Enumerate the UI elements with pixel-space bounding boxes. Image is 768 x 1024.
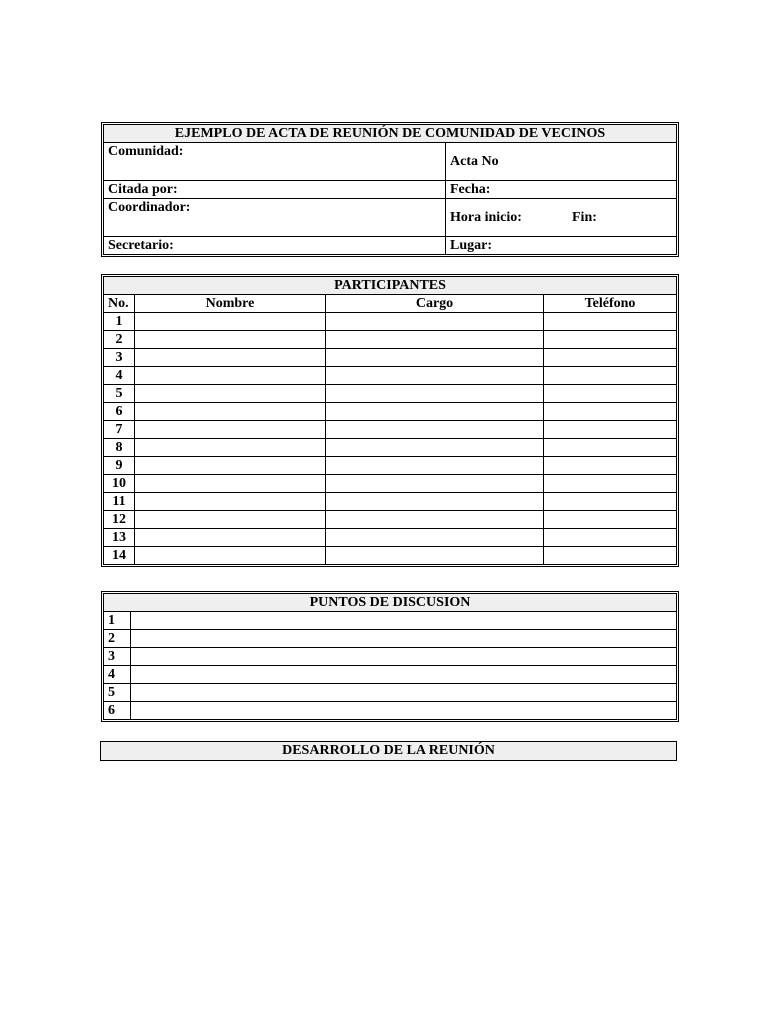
- participant-nombre-cell[interactable]: [135, 421, 326, 439]
- citada-por-field[interactable]: Citada por:: [104, 181, 446, 199]
- participant-telefono-cell[interactable]: [544, 313, 677, 331]
- participant-cargo-cell[interactable]: [326, 511, 544, 529]
- participant-nombre-cell[interactable]: [135, 529, 326, 547]
- discussion-row: [104, 684, 677, 702]
- participant-nombre-cell[interactable]: [135, 313, 326, 331]
- participants-table: [103, 276, 677, 565]
- participant-telefono-cell[interactable]: [544, 511, 677, 529]
- participant-telefono-cell[interactable]: [544, 421, 677, 439]
- column-header-no: No.: [104, 295, 135, 313]
- participant-telefono-cell[interactable]: [544, 367, 677, 385]
- fecha-field[interactable]: Fecha:: [446, 181, 677, 199]
- discussion-text-cell[interactable]: [131, 684, 677, 702]
- discussion-number: 3: [104, 648, 131, 666]
- secretario-field[interactable]: Secretario:: [104, 237, 446, 255]
- participant-cargo-cell[interactable]: [326, 475, 544, 493]
- participant-number: 10: [104, 475, 135, 493]
- participant-telefono-cell[interactable]: [544, 475, 677, 493]
- participant-row: [104, 367, 677, 385]
- discussion-row: [104, 702, 677, 720]
- participant-number: 8: [104, 439, 135, 457]
- discussion-row: [104, 666, 677, 684]
- column-header-telefono: Teléfono: [544, 295, 677, 313]
- discussion-number: 4: [104, 666, 131, 684]
- participant-number: 6: [104, 403, 135, 421]
- participant-nombre-cell[interactable]: [135, 511, 326, 529]
- participant-telefono-cell[interactable]: [544, 349, 677, 367]
- participant-cargo-cell[interactable]: [326, 313, 544, 331]
- participant-number: 5: [104, 385, 135, 403]
- participants-header-row: [104, 295, 677, 313]
- participant-row: [104, 403, 677, 421]
- participants-title: PARTICIPANTES: [104, 277, 677, 295]
- discussion-row: [104, 630, 677, 648]
- participant-telefono-cell[interactable]: [544, 547, 677, 565]
- participant-row: [104, 493, 677, 511]
- participant-cargo-cell[interactable]: [326, 547, 544, 565]
- participant-cargo-cell[interactable]: [326, 403, 544, 421]
- discussion-text-cell[interactable]: [131, 612, 677, 630]
- coordinador-field[interactable]: Coordinador:: [104, 199, 446, 237]
- discussion-title: PUNTOS DE DISCUSION: [104, 594, 677, 612]
- participant-number: 13: [104, 529, 135, 547]
- document-title: EJEMPLO DE ACTA DE REUNIÓN DE COMUNIDAD DE VECINOS: [104, 125, 677, 143]
- participant-cargo-cell[interactable]: [326, 439, 544, 457]
- hora-inicio-field[interactable]: Hora inicio:: [450, 209, 522, 225]
- participant-number: 14: [104, 547, 135, 565]
- participant-row: [104, 421, 677, 439]
- participant-row: [104, 439, 677, 457]
- meeting-info-table: [103, 124, 677, 255]
- participant-number: 1: [104, 313, 135, 331]
- participant-cargo-cell[interactable]: [326, 529, 544, 547]
- discussion-text-cell[interactable]: [131, 648, 677, 666]
- participant-nombre-cell[interactable]: [135, 493, 326, 511]
- participant-number: 11: [104, 493, 135, 511]
- participant-row: [104, 529, 677, 547]
- development-section: [100, 741, 677, 761]
- participant-nombre-cell[interactable]: [135, 475, 326, 493]
- participant-telefono-cell[interactable]: [544, 493, 677, 511]
- participant-telefono-cell[interactable]: [544, 385, 677, 403]
- acta-no-field[interactable]: Acta No: [446, 143, 677, 181]
- participant-row: [104, 331, 677, 349]
- participant-row: [104, 349, 677, 367]
- discussion-row: [104, 612, 677, 630]
- participant-row: [104, 385, 677, 403]
- discussion-points-table: [103, 593, 677, 720]
- participant-telefono-cell[interactable]: [544, 457, 677, 475]
- hora-fin-cell: [446, 199, 677, 237]
- participant-telefono-cell[interactable]: [544, 331, 677, 349]
- participant-cargo-cell[interactable]: [326, 349, 544, 367]
- participant-row: [104, 475, 677, 493]
- participant-cargo-cell[interactable]: [326, 367, 544, 385]
- participant-number: 3: [104, 349, 135, 367]
- comunidad-field[interactable]: Comunidad:: [104, 143, 446, 181]
- participant-number: 12: [104, 511, 135, 529]
- participant-cargo-cell[interactable]: [326, 493, 544, 511]
- development-title: DESARROLLO DE LA REUNIÓN: [101, 742, 677, 761]
- participant-number: 9: [104, 457, 135, 475]
- participant-nombre-cell[interactable]: [135, 403, 326, 421]
- participant-number: 4: [104, 367, 135, 385]
- participant-telefono-cell[interactable]: [544, 439, 677, 457]
- participant-nombre-cell[interactable]: [135, 331, 326, 349]
- lugar-field[interactable]: Lugar:: [446, 237, 677, 255]
- discussion-text-cell[interactable]: [131, 630, 677, 648]
- participant-cargo-cell[interactable]: [326, 385, 544, 403]
- participant-row: [104, 547, 677, 565]
- participant-nombre-cell[interactable]: [135, 385, 326, 403]
- participant-nombre-cell[interactable]: [135, 367, 326, 385]
- participant-nombre-cell[interactable]: [135, 439, 326, 457]
- participant-number: 7: [104, 421, 135, 439]
- participant-nombre-cell[interactable]: [135, 457, 326, 475]
- discussion-text-cell[interactable]: [131, 666, 677, 684]
- participant-row: [104, 313, 677, 331]
- participant-row: [104, 457, 677, 475]
- discussion-number: 1: [104, 612, 131, 630]
- participant-cargo-cell[interactable]: [326, 421, 544, 439]
- discussion-number: 2: [104, 630, 131, 648]
- participant-number: 2: [104, 331, 135, 349]
- fin-field[interactable]: Fin:: [572, 209, 597, 225]
- column-header-cargo: Cargo: [326, 295, 544, 313]
- participant-nombre-cell[interactable]: [135, 547, 326, 565]
- discussion-text-cell[interactable]: [131, 702, 677, 720]
- participant-telefono-cell[interactable]: [544, 403, 677, 421]
- discussion-number: 5: [104, 684, 131, 702]
- participant-telefono-cell[interactable]: [544, 529, 677, 547]
- discussion-row: [104, 648, 677, 666]
- participant-cargo-cell[interactable]: [326, 457, 544, 475]
- participant-row: [104, 511, 677, 529]
- column-header-nombre: Nombre: [135, 295, 326, 313]
- discussion-number: 6: [104, 702, 131, 720]
- participant-cargo-cell[interactable]: [326, 331, 544, 349]
- participant-nombre-cell[interactable]: [135, 349, 326, 367]
